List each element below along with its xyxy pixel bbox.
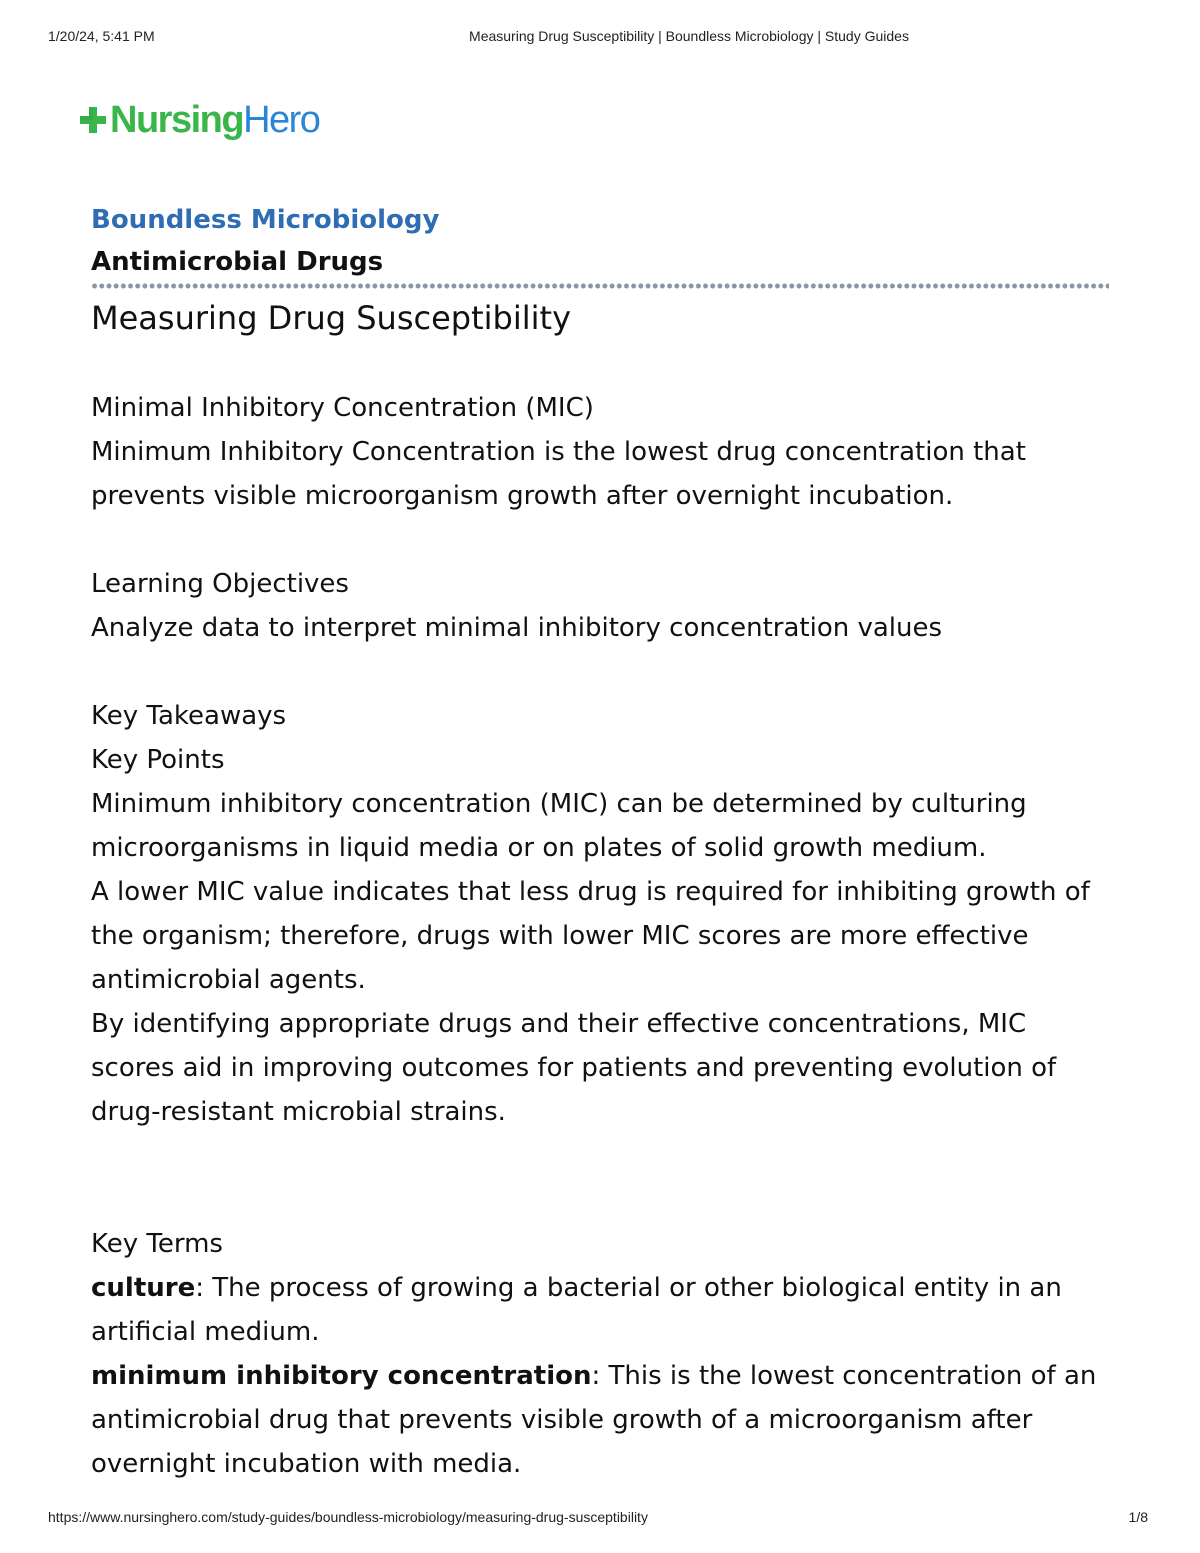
learning-objectives-heading: Learning Objectives [91, 569, 349, 599]
chapter-title: Antimicrobial Drugs [91, 247, 384, 277]
key-term-name: minimum inhibitory concentration [91, 1361, 592, 1391]
print-header [0, 28, 1200, 48]
dotted-divider [91, 282, 1109, 290]
page-title: Measuring Drug Susceptibility [91, 299, 571, 337]
learning-objectives-text: Analyze data to interpret minimal inhibitory concentration values [91, 613, 943, 643]
key-point-item: By identifying appropriate drugs and their effective concentrations, MIC scores aid in improving outcomes for patients and preventing evolution of drug-resistant microbial strains. [91, 1009, 1057, 1127]
print-page-number: 1/8 [1128, 1509, 1148, 1525]
logo-text [110, 101, 319, 139]
print-datetime: 1/20/24, 5:41 PM [48, 28, 155, 44]
key-term-name: culture [91, 1273, 196, 1303]
key-point-item: A lower MIC value indicates that less drug is required for inhibiting growth of the organism; therefore, drugs with lower MIC scores are more effective antimicrobial agents. [91, 877, 1090, 995]
book-title-link[interactable]: Boundless Microbiology [91, 205, 440, 235]
nursinghero-logo[interactable] [78, 92, 319, 148]
print-url: https://www.nursinghero.com/study-guides/boundless-microbiology/measuring-drug-susceptibility [48, 1509, 648, 1525]
key-term-item [91, 1266, 1116, 1354]
key-term-definition: : The process of growing a bacterial or other biological entity in an artificial medium. [91, 1273, 1062, 1347]
key-points-heading: Key Points [91, 745, 225, 775]
mic-text: Minimum Inhibitory Concentration is the lowest drug concentration that prevents visible microorganism growth after overnight incubation. [91, 437, 1026, 511]
key-point-item: Minimum inhibitory concentration (MIC) can be determined by culturing microorganisms in liquid media or on plates of solid growth medium. [91, 789, 1027, 863]
key-terms-heading: Key Terms [91, 1229, 223, 1259]
key-term-definition: : This is the lowest concentration of an antimicrobial drug that prevents visible growth of a microorganism after overnight incubation with media. [91, 1361, 1097, 1479]
logo-text-hero: Hero [243, 99, 320, 141]
logo-text-nursing: Nursing [110, 99, 244, 141]
print-page-title: Measuring Drug Susceptibility | Boundless Microbiology | Study Guides [469, 28, 909, 44]
key-takeaways-heading: Key Takeaways [91, 701, 287, 731]
article-body [91, 386, 1116, 1486]
article-content [91, 200, 1116, 1486]
key-term-item [91, 1354, 1116, 1486]
mic-heading: Minimal Inhibitory Concentration (MIC) [91, 393, 594, 423]
plus-cross-icon [78, 105, 108, 135]
